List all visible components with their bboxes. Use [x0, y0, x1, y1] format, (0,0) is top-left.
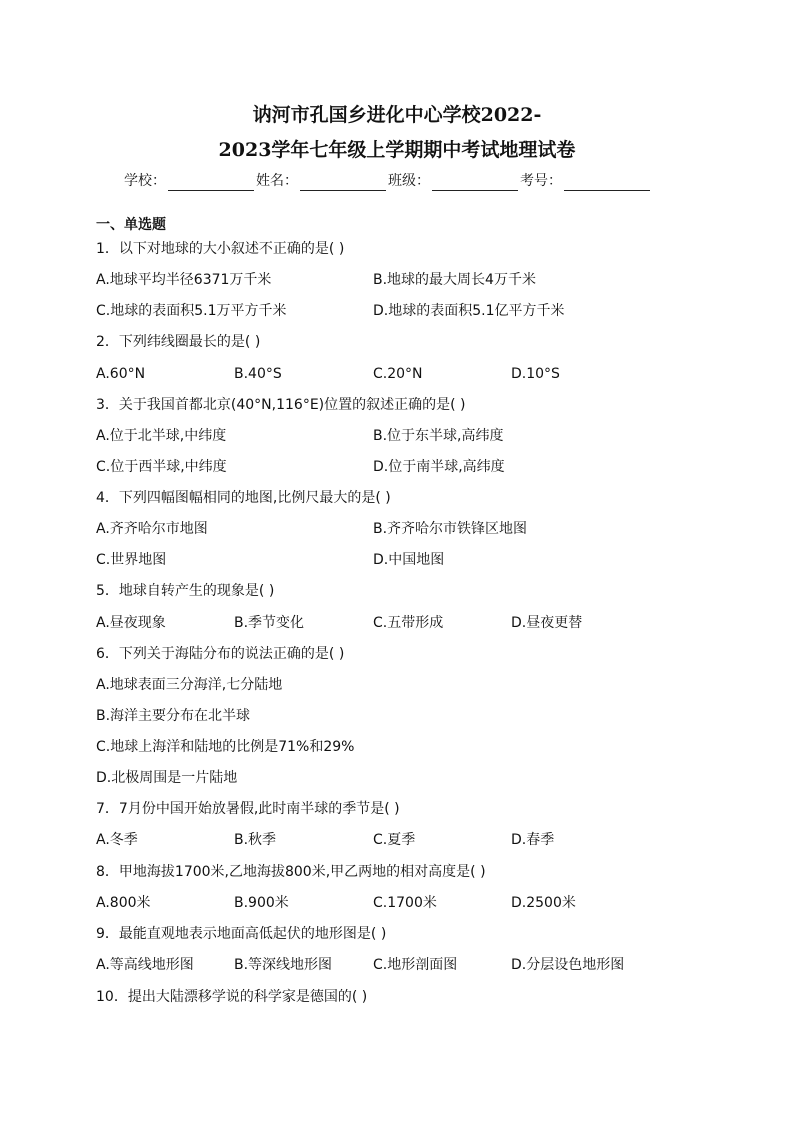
- question-3-option-d: D.位于南半球,高纬度: [373, 459, 505, 475]
- question-7-option-c: C.夏季: [373, 832, 416, 848]
- question-6: 6．下列关于海陆分布的说法正确的是( ): [96, 646, 345, 662]
- question-1-option-d: D.地球的表面积5.1亿平方千米: [373, 303, 565, 319]
- question-2: 2．下列纬线圈最长的是( ): [96, 334, 261, 350]
- question-3-option-b: B.位于东半球,高纬度: [373, 428, 504, 444]
- question-4-option-a: A.齐齐哈尔市地图: [96, 521, 208, 537]
- question-5-option-d: D.昼夜更替: [511, 615, 583, 631]
- student-info-line: [124, 171, 652, 191]
- number-label: 考号：: [520, 173, 562, 189]
- question-2-option-a: A.60°N: [96, 366, 146, 382]
- question-6-option-b: B.海洋主要分布在北半球: [96, 708, 251, 724]
- question-7: 7．7月份中国开始放暑假,此时南半球的季节是( ): [96, 801, 400, 817]
- question-4: 4．下列四幅图幅相同的地图,比例尺最大的是( ): [96, 490, 391, 506]
- question-1-option-b: B.地球的最大周长4万千米: [373, 272, 536, 288]
- question-9-option-a: A.等高线地形图: [96, 957, 194, 973]
- exam-title-line-2: 2023学年七年级上学期期中考试地理试卷: [218, 139, 576, 161]
- exam-title-line-1: 讷河市孔国乡进化中心学校2022-: [252, 104, 542, 126]
- question-4-option-b: B.齐齐哈尔市铁锋区地图: [373, 521, 528, 537]
- number-blank[interactable]: [564, 175, 650, 191]
- question-1-option-c: C.地球的表面积5.1万平方千米: [96, 303, 287, 319]
- class-label: 班级：: [388, 173, 430, 189]
- question-3-option-c: C.位于西半球,中纬度: [96, 459, 227, 475]
- question-4-option-d: D.中国地图: [373, 552, 445, 568]
- question-9-option-d: D.分层设色地形图: [511, 957, 625, 973]
- question-8: 8．甲地海拔1700米,乙地海拔800米,甲乙两地的相对高度是( ): [96, 864, 486, 880]
- question-6-option-d: D.北极周围是一片陆地: [96, 770, 238, 786]
- question-1-option-a: A.地球平均半径6371万千米: [96, 272, 272, 288]
- question-2-option-c: C.20°N: [373, 366, 423, 382]
- question-6-option-a: A.地球表面三分海洋,七分陆地: [96, 677, 283, 693]
- question-4-option-c: C.世界地图: [96, 552, 167, 568]
- question-7-option-b: B.秋季: [234, 832, 277, 848]
- question-7-option-a: A.冬季: [96, 832, 138, 848]
- question-5-option-a: A.昼夜现象: [96, 615, 166, 631]
- question-3-option-a: A.位于北半球,中纬度: [96, 428, 227, 444]
- question-7-option-d: D.春季: [511, 832, 555, 848]
- question-8-option-a: A.800米: [96, 895, 151, 911]
- question-9-option-c: C.地形剖面图: [373, 957, 458, 973]
- section-title: 一、单选题: [96, 217, 166, 233]
- class-blank[interactable]: [432, 175, 518, 191]
- name-label: 姓名：: [256, 173, 298, 189]
- question-8-option-b: B.900米: [234, 895, 289, 911]
- question-5-option-b: B.季节变化: [234, 615, 305, 631]
- name-blank[interactable]: [300, 175, 386, 191]
- question-1: 1．以下对地球的大小叙述不正确的是( ): [96, 241, 345, 257]
- question-8-option-c: C.1700米: [373, 895, 437, 911]
- question-3: 3．关于我国首都北京(40°N,116°E)位置的叙述正确的是( ): [96, 397, 466, 413]
- question-9: 9．最能直观地表示地面高低起伏的地形图是( ): [96, 926, 387, 942]
- question-5: 5．地球自转产生的现象是( ): [96, 583, 275, 599]
- school-blank[interactable]: [168, 175, 254, 191]
- question-6-option-c: C.地球上海洋和陆地的比例是71%和29%: [96, 739, 355, 755]
- question-2-option-b: B.40°S: [234, 366, 282, 382]
- school-label: 学校：: [124, 173, 166, 189]
- question-8-option-d: D.2500米: [511, 895, 576, 911]
- question-10: 10．提出大陆漂移学说的科学家是德国的( ): [96, 989, 368, 1005]
- question-2-option-d: D.10°S: [511, 366, 560, 382]
- question-9-option-b: B.等深线地形图: [234, 957, 333, 973]
- question-5-option-c: C.五带形成: [373, 615, 444, 631]
